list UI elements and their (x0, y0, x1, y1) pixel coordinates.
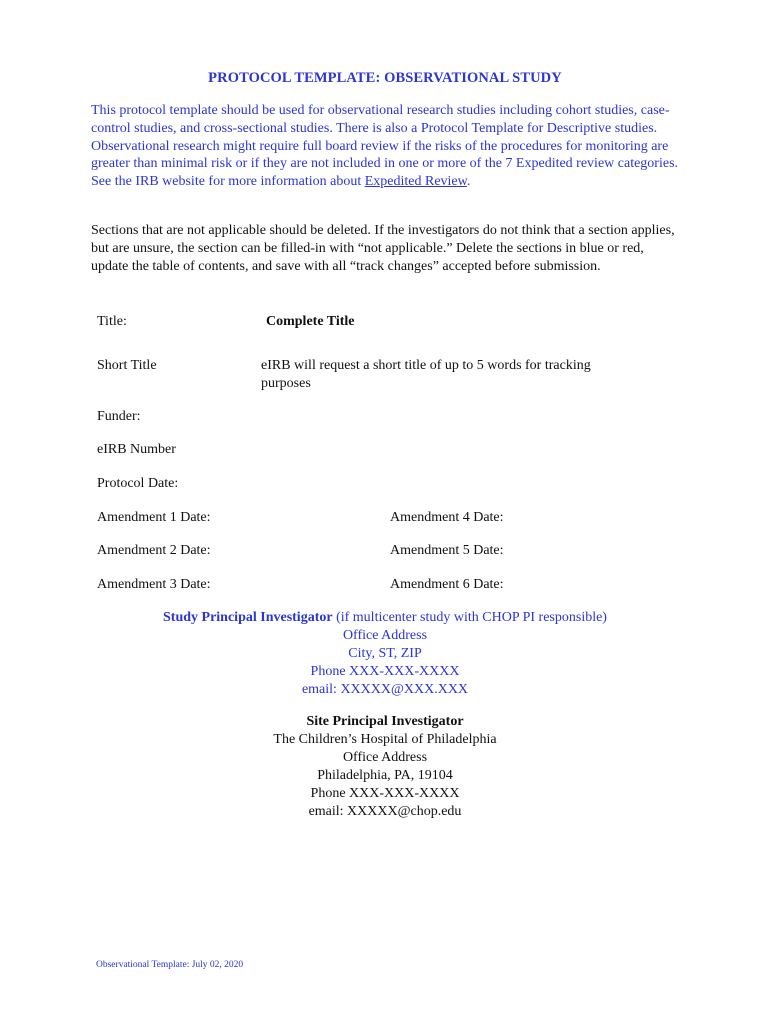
intro-paragraph (91, 102, 681, 191)
site-pi-email: email: XXXXX@chop.edu (308, 804, 462, 819)
study-pi-address: Office Address (342, 628, 428, 643)
site-pi-address: Office Address (342, 750, 428, 765)
page-footer: Observational Template: July 02, 2020 (96, 960, 244, 970)
intro-end: . (466, 174, 471, 190)
study-pi-note: (if multicenter study with CHOP PI responsible) (332, 610, 607, 625)
site-pi-phone: Phone XXX-XXX-XXXX (310, 786, 460, 801)
site-pi-block (0, 713, 770, 821)
site-pi-heading: Site Principal Investigator (306, 714, 464, 729)
amendment-5-label: Amendment 5 Date: (390, 543, 504, 558)
study-pi-heading: Study Principal Investigator (163, 610, 333, 625)
eirb-number-label: eIRB Number (97, 442, 176, 457)
study-pi-city: City, ST, ZIP (348, 646, 422, 661)
instructions-paragraph: Sections that are not applicable should be deleted. If the investigators do not think that a section applies, but are unsure, the section can be filled-in with “not applicable.” Delete the sections in blue or red, update the table of contents, and save with all “track changes” accepted before submission. (91, 223, 675, 274)
study-pi-block (0, 609, 770, 699)
protocol-date-label: Protocol Date: (97, 476, 179, 491)
funder-label: Funder: (97, 409, 141, 424)
study-pi-heading-line (0, 609, 770, 627)
site-pi-city: Philadelphia, PA, 19104 (317, 768, 453, 783)
study-pi-phone: Phone XXX-XXX-XXXX (310, 664, 460, 679)
expedited-review-link[interactable]: Expedited Review (364, 174, 467, 190)
short-title-value: eIRB will request a short title of up to 5 words for tracking purposes (261, 358, 591, 391)
amendment-2-label: Amendment 2 Date: (97, 543, 211, 558)
short-title-label: Short Title (97, 358, 157, 373)
title-label: Title: (97, 314, 127, 329)
study-pi-email: email: XXXXX@XXX.XXX (301, 682, 469, 697)
amendment-3-label: Amendment 3 Date: (97, 577, 211, 592)
amendment-4-label: Amendment 4 Date: (390, 510, 504, 525)
document-title: PROTOCOL TEMPLATE: OBSERVATIONAL STUDY (208, 70, 562, 86)
title-value: Complete Title (266, 314, 355, 329)
amendment-6-label: Amendment 6 Date: (390, 577, 504, 592)
amendment-1-label: Amendment 1 Date: (97, 510, 211, 525)
site-pi-institution: The Children’s Hospital of Philadelphia (273, 732, 497, 747)
intro-text: This protocol template should be used for observational research studies including cohort studies, case-control studies, and cross-sectional studies. There is also a Protocol Template for Descriptive studies. Observational research might require full board review if the risks of the procedures for monitoring are greater than minimal risk or if they are not included in one or more of the 7 Expedited review categories. See the IRB website for more information about (91, 103, 679, 190)
